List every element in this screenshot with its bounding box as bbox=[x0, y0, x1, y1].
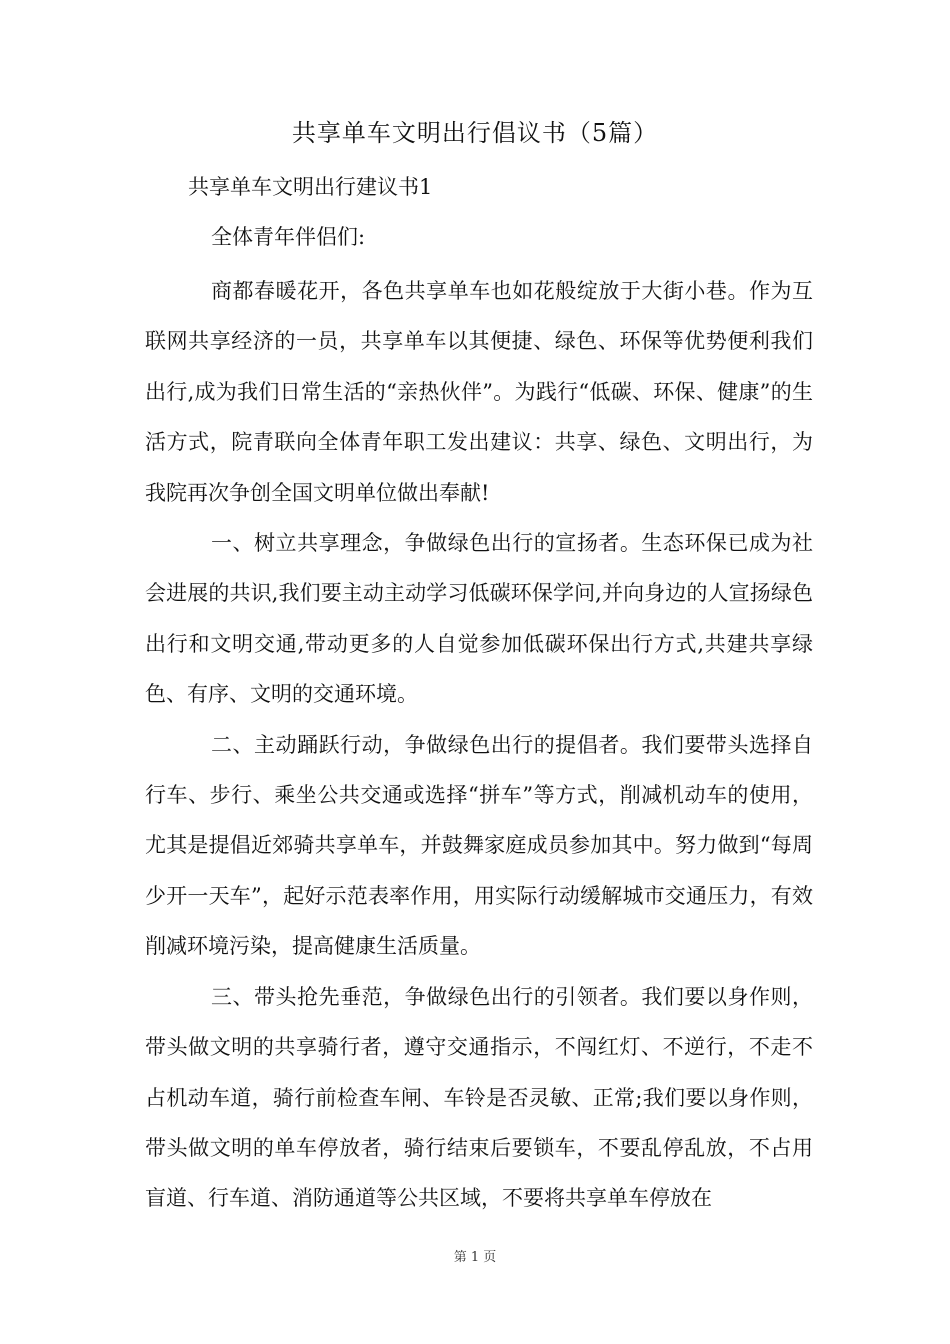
paragraph-point-3: 三、带头抢先垂范，争做绿色出行的引领者。我们要以身作则，带头做文明的共享骑行者，遵守交通指示，不闯红灯、不逆行，不走不占机动车道，骑行前检查车闸、车铃是否灵敏、正常;我们要以身作则，带头做文明的单车停放者，骑行结束后要锁车，不要乱停乱放，不占用盲道、行车道、消防通道等公共区域，不要将共享单车停放在 bbox=[145, 984, 813, 1211]
page-number: 第 1 页 bbox=[453, 1250, 497, 1265]
paragraph-point-1: 一、树立共享理念，争做绿色出行的宣扬者。生态环保已成为社会进展的共识,我们要主动主动学习低碳环保学问,并向身边的人宣扬绿色出行和文明交通,带动更多的人自觉参加低碳环保出行方式,共建共享绿色、有序、文明的交通环境。 bbox=[145, 531, 813, 707]
document-subtitle: 共享单车文明出行建议书1 bbox=[188, 175, 433, 199]
paragraph-intro: 商都春暖花开，各色共享单车也如花般绽放于大街小巷。作为互联网共享经济的一员，共享单车以其便捷、绿色、环保等优势便利我们出行,成为我们日常生活的“亲热伙伴”。为践行“低碳、环保、健康”的生活方式，院青联向全体青年职工发出建议：共享、绿色、文明出行，为我院再次争创全国文明单位做出奉献! bbox=[145, 279, 813, 505]
paragraph-point-2: 二、主动踊跃行动，争做绿色出行的提倡者。我们要带头选择自行车、步行、乘坐公共交通或选择“拼车”等方式，削减机动车的使用，尤其是提倡近郊骑共享单车，并鼓舞家庭成员参加其中。努力做到“每周少开一天车”，起好示范表率作用，用实际行动缓解城市交通压力，有效削减环境污染，提高健康生活质量。 bbox=[145, 732, 813, 959]
document-title: 共享单车文明出行倡议书（5篇） bbox=[291, 119, 659, 147]
salutation: 全体青年伴侣们: bbox=[211, 225, 366, 249]
document-body bbox=[145, 266, 813, 1224]
